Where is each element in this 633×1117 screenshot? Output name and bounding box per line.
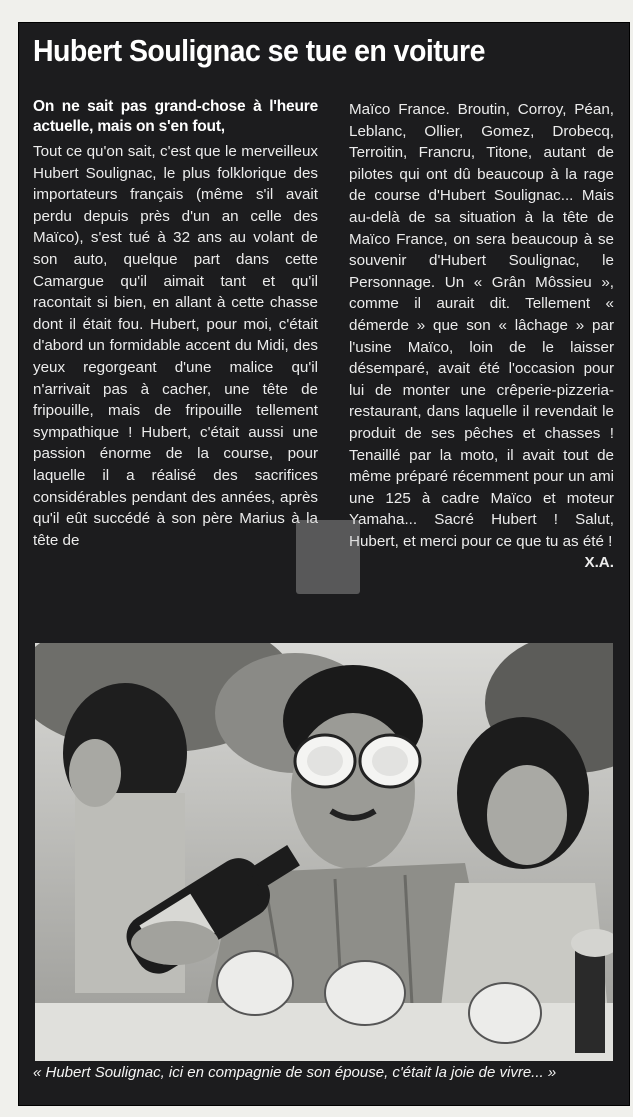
article-body-left: Tout ce qu'on sait, c'est que le merveilleux Hubert Soulignac, le plus folklorique des importateurs français (même s'il avait perdu depuis près d'un an celle des Maïco), s'est tué à 32 ans au volant de son auto, quelque part dans cette Camargue qu'il aimait tant et qu'il racontait si bien, en allant à cette chasse dont il était fou. Hubert, pour moi, c'était d'abord un formidable accent du Midi, des yeux regorgeant d'une malice qu'il n'arrivait pas à cacher, une tête de fripouille, mais de fripouille tellement sympathique ! Hubert, c'était aussi une passion énorme de la course, pour laquelle il a réalisé des sacrifices considérables pendant des années, après qu'il eût succédé à son père Marius à la tête de bbox=[33, 143, 318, 549]
article-photo bbox=[35, 643, 613, 1061]
article-column-right bbox=[349, 99, 614, 574]
photo-illustration bbox=[35, 643, 613, 1061]
article-lede: On ne sait pas grand-chose à l'heure actuelle, mais on s'en fout, bbox=[33, 98, 318, 135]
photo-caption: « Hubert Soulignac, ici en compagnie de son épouse, c'était la joie de vivre... » bbox=[33, 1064, 557, 1081]
article-signature: X.A. bbox=[584, 554, 614, 572]
article-body-right-container bbox=[349, 99, 614, 572]
article-headline: Hubert Soulignac se tue en voiture bbox=[33, 33, 485, 68]
article-column-left bbox=[33, 97, 318, 551]
library-stamp bbox=[296, 520, 360, 594]
article-body-right: Maïco France. Broutin, Corroy, Péan, Leblanc, Ollier, Gomez, Drobecq, Terroitin, Francru, Titone, autant de pilotes qui ont dû beaucoup à la rage de course d'Hubert Soulignac... Mais au-delà de sa situation à la tête de Maïco France, on sera beaucoup à se souvenir d'Hubert Soulignac, le Personnage. Un « Grân Môssieu », comme il aurait dit. Tellement « démerde » que son « lâchage » par l'usine Maïco, loin de le laisser désemparé, avait été l'occasion pour lui de monter une crêperie-pizzeria-restaurant, dans laquelle il revendait le produit de ses pêches et chasses ! Tenaillé par la moto, il avait tout de même préparé récemment pour un ami une 125 à cadre Maïco et moteur Yamaha... Sacré Hubert ! Salut, Hubert, et merci pour ce que tu as été ! bbox=[349, 101, 614, 550]
